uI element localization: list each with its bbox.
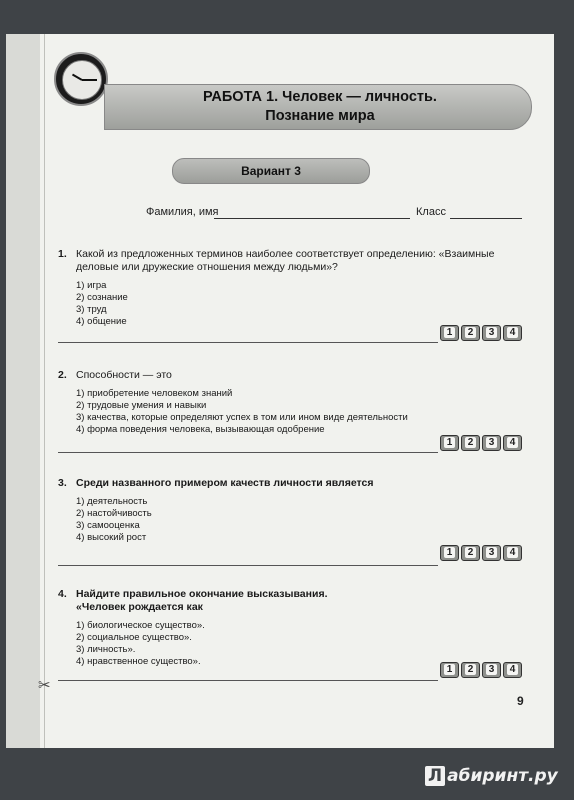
- watermark-logo: [425, 766, 558, 786]
- class-label: Класс: [416, 206, 446, 218]
- answer-line: [58, 342, 438, 343]
- answer-boxes: [440, 435, 522, 451]
- answer-boxes: [440, 545, 522, 561]
- answer-box-4[interactable]: 4: [503, 435, 522, 451]
- answer-box-3[interactable]: 3: [482, 662, 501, 678]
- question-text: Среди названного примером качеств личности является: [76, 477, 374, 489]
- question-3: [58, 477, 534, 544]
- option: 4) форма поведения человека, вызывающая одобрение: [76, 424, 325, 435]
- page-number: 9: [517, 694, 524, 708]
- question-number: 2.: [58, 369, 67, 381]
- option: 2) трудовые умения и навыки: [76, 400, 207, 411]
- page-title: РАБОТА 1. Человек — личность. Познание мира: [203, 89, 437, 124]
- spine-line: [44, 34, 45, 748]
- question-options: [76, 496, 534, 544]
- name-label: Фамилия, имя: [146, 206, 219, 218]
- variant-badge: Вариант 3: [172, 158, 370, 184]
- option: 1) игра: [76, 280, 107, 291]
- question-text: Какой из предложенных терминов наиболее соответствует определению: «Взаимные деловые или дружеские отношения между людьми»?: [76, 248, 495, 273]
- scissors-icon: ✂: [38, 677, 51, 694]
- answer-box-2[interactable]: 2: [461, 545, 480, 561]
- answer-box-1[interactable]: 1: [440, 435, 459, 451]
- question-number: 1.: [58, 248, 67, 260]
- answer-line: [58, 680, 438, 681]
- question-number: 4.: [58, 588, 67, 600]
- answer-box-3[interactable]: 3: [482, 435, 501, 451]
- question-options: [76, 280, 534, 328]
- option: 2) сознание: [76, 292, 128, 303]
- answer-box-3[interactable]: 3: [482, 325, 501, 341]
- option: 4) общение: [76, 316, 127, 327]
- answer-boxes: [440, 325, 522, 341]
- option: 3) личность».: [76, 644, 136, 655]
- clock-icon: [54, 52, 108, 106]
- answer-box-3[interactable]: 3: [482, 545, 501, 561]
- question-text: Способности — это: [76, 369, 172, 381]
- option: 1) приобретение человеком знаний: [76, 388, 233, 399]
- watermark-text: абиринт.ру: [447, 766, 558, 786]
- question-options: [76, 620, 534, 668]
- answer-box-1[interactable]: 1: [440, 662, 459, 678]
- question-4: [58, 588, 534, 668]
- answer-box-2[interactable]: 2: [461, 435, 480, 451]
- answer-box-4[interactable]: 4: [503, 662, 522, 678]
- answer-boxes: [440, 662, 522, 678]
- class-field[interactable]: [450, 218, 522, 219]
- question-text-continued: «Человек рождается как: [76, 601, 203, 613]
- page-edge: [6, 34, 40, 748]
- question-2: [58, 369, 534, 436]
- watermark-mark: Л: [425, 766, 445, 786]
- answer-line: [58, 452, 438, 453]
- answer-line: [58, 565, 438, 566]
- option: 3) качества, которые определяют успех в том или ином виде деятельности: [76, 412, 408, 423]
- answer-box-4[interactable]: 4: [503, 545, 522, 561]
- question-options: [76, 388, 534, 436]
- option: 3) самооценка: [76, 520, 140, 531]
- answer-box-2[interactable]: 2: [461, 662, 480, 678]
- option: 2) социальное существо».: [76, 632, 192, 643]
- option: 4) нравственное существо».: [76, 656, 201, 667]
- question-1: [58, 248, 534, 328]
- answer-box-1[interactable]: 1: [440, 545, 459, 561]
- name-field[interactable]: [214, 218, 410, 219]
- question-number: 3.: [58, 477, 67, 489]
- option: 2) настойчивость: [76, 508, 152, 519]
- answer-box-1[interactable]: 1: [440, 325, 459, 341]
- answer-box-4[interactable]: 4: [503, 325, 522, 341]
- option: 1) биологическое существо».: [76, 620, 205, 631]
- option: 4) высокий рост: [76, 532, 147, 543]
- answer-box-2[interactable]: 2: [461, 325, 480, 341]
- option: 1) деятельность: [76, 496, 148, 507]
- question-text: Найдите правильное окончание высказывания.: [76, 588, 328, 600]
- option: 3) труд: [76, 304, 107, 315]
